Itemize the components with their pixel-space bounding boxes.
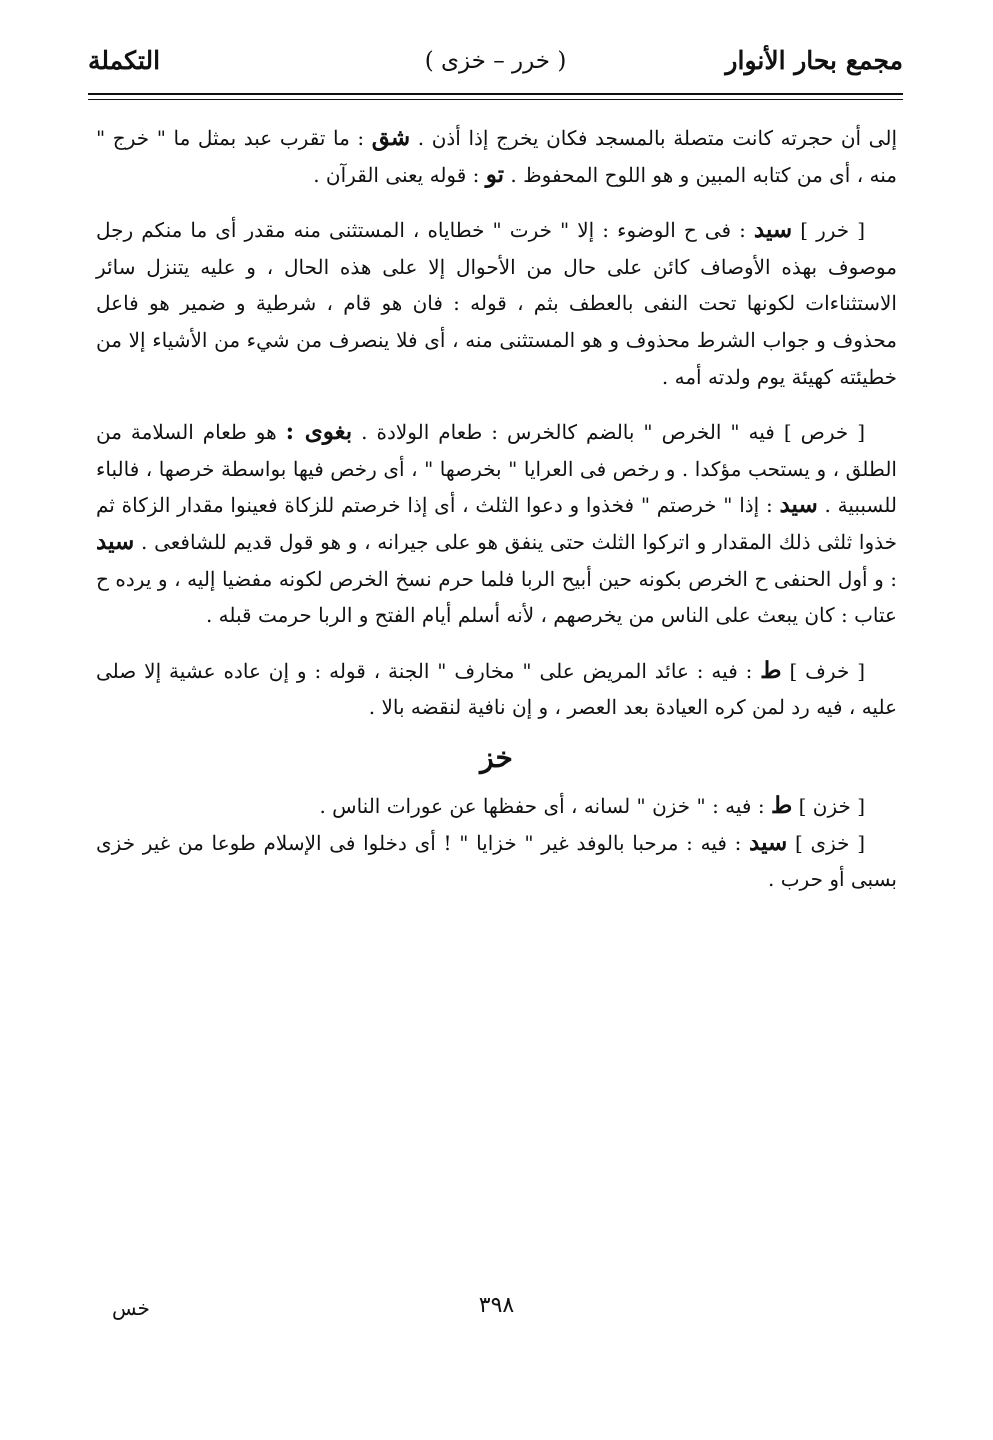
section-heading: خز	[480, 740, 513, 774]
entry-headword: [ خرر ]	[800, 218, 866, 243]
body-text	[96, 120, 897, 917]
text-run: : فى ح الوضوء : إلا " خرت " خطاياه ، المستثنى منه مقدر أى ما منكم رجل موصوف بهذه الأوصاف كائن على حال من الأحوال إلا على هذه الحال ، و عليه يتنزل سائر الاستثناءات لكونها تحت النفى بالعطف بثم ، قوله : فان هو قام ، شرطية و ضمير هو فاعل محذوف و جواب الشرط محذوف و هو المستثنى منه ، أى فلا ينصرف من شيء من الأشياء إلا من خطيئته كهيئة يوم ولدته أمه .	[96, 218, 897, 389]
book-title: مجمع بحار الأنوار	[725, 46, 903, 75]
entry-headword: [ خرف ]	[789, 658, 866, 683]
section-title: التكملة	[88, 46, 161, 75]
paragraph-continuation	[96, 120, 897, 193]
entry-range: ( خرر – خزى )	[424, 48, 567, 74]
source-abbrev: بغوى :	[285, 418, 353, 446]
page-header	[88, 40, 903, 88]
source-abbrev: سيد	[96, 527, 135, 555]
header-rule-thick	[88, 93, 903, 95]
text-run: : إذا " خرصتم " فخذوا و دعوا الثلث ، أى إذا خرصتم للزكاة فعينوا مقدار الزكاة ثم خذوا ثلثى ذلك المقدار و اتركوا الثلث حتى ينفق هو على جيرانه ، و هو قول قديم للشافعى .	[96, 493, 898, 554]
entry-khrf	[96, 653, 897, 726]
text-run: هو طعام السلامة من الطلق ، و يستحب مؤكدا . و رخص فى العرايا " بخرصها " ، أى رخص فيها بواسطة خرصها ، فالباء للسببية .	[96, 420, 897, 518]
entry-khrr	[96, 212, 897, 395]
text-run: : قوله يعنى القرآن .	[313, 162, 480, 187]
source-abbrev: ط	[770, 791, 793, 819]
header-rule-thin	[88, 99, 903, 100]
entry-headword: [ خزن ]	[798, 793, 865, 818]
source-abbrev: سيد	[749, 828, 788, 856]
text-run: : ما تقرب عبد بمثل ما " خرج " منه ، أى من كتابه المبين و هو اللوح المحفوظ .	[96, 126, 897, 187]
text-run: : فيه : عائد المريض على " مخارف " الجنة ، قوله : و إن عاده عشية إلا صلى عليه ، فيه رد لمن كره العيادة بعد العصر ، و إن نافية لنقضه بالا .	[96, 658, 897, 720]
source-abbrev: تو	[485, 160, 505, 188]
source-abbrev: ط	[760, 656, 782, 684]
entry-khrs	[96, 414, 897, 634]
text-run: : فيه : مرحبا بالوفد غير " خزايا " ! أى دخلوا فى الإسلام طوعا من غير خزى بسبى أو حرب .	[96, 830, 897, 892]
text-run: : و أول الحنفى ح الخرص بكونه حين أبيح الربا فلما حرم نسخ الخرص لكونه مفضيا إليه ، و يرده ح عتاب : كان يبعث على الناس من يخرصهم ، لأنه أسلم أيام الفتح و الربا حرمت قبله .	[96, 566, 897, 628]
source-abbrev: شق	[371, 124, 411, 151]
entry-khzy	[96, 825, 897, 898]
catchword: خس	[112, 1296, 150, 1320]
entry-khzn	[96, 788, 897, 825]
entry-headword: [ خزى ]	[795, 830, 866, 855]
page-number: ٣٩٨	[478, 1293, 515, 1318]
text-run: إلى أن حجرته كانت متصلة بالمسجد فكان يخرج إذا أذن .	[417, 126, 897, 150]
entry-headword: [ خرص ] فيه " الخرص " بالضم كالخرس : طعام الولادة .	[361, 420, 865, 445]
source-abbrev: سيد	[753, 216, 793, 244]
text-run: : فيه : " خزن " لسانه ، أى حفظها عن عورات الناس .	[319, 793, 765, 818]
source-abbrev: سيد	[779, 491, 818, 519]
